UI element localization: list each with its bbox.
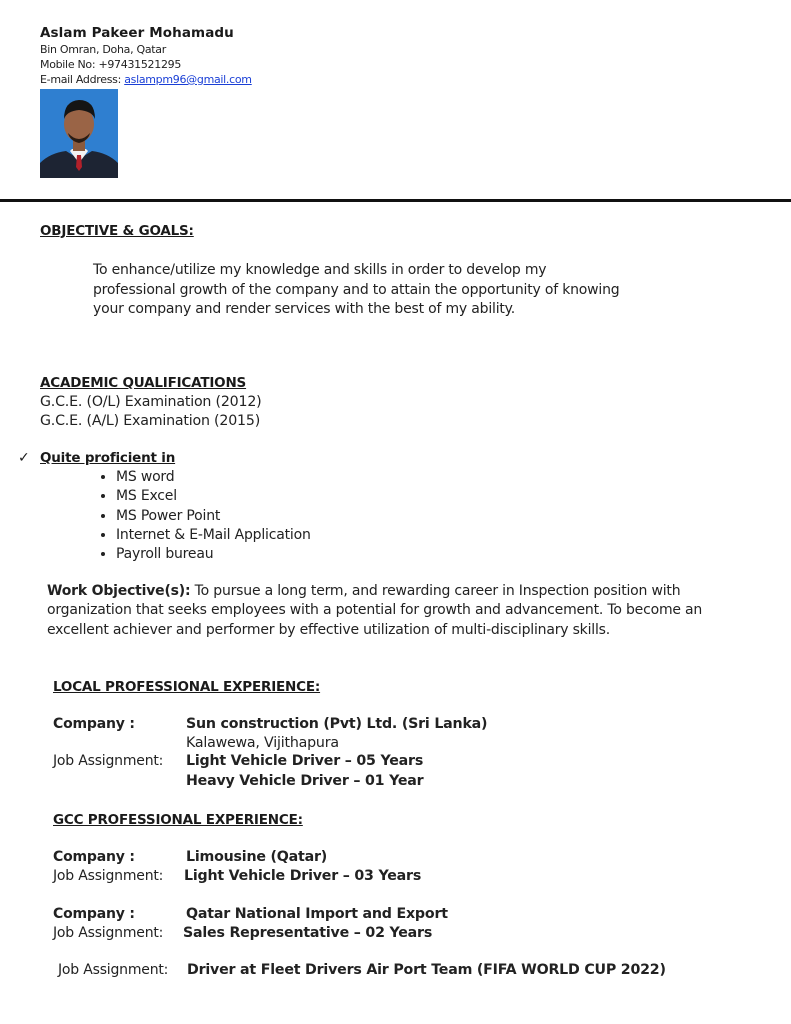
- academic-item: G.C.E. (O/L) Examination (2012): [40, 394, 262, 410]
- skill-item: • MS Power Point: [116, 507, 311, 526]
- header-divider: [0, 199, 791, 202]
- work-objective: [47, 582, 747, 640]
- address: Bin Omran, Doha, Qatar: [40, 43, 166, 56]
- company-name: Qatar National Import and Export: [186, 906, 448, 922]
- checkmark-icon: ✓: [18, 450, 30, 466]
- job-assignment: Sales Representative – 02 Years: [183, 925, 433, 941]
- job-assignment: Heavy Vehicle Driver – 01 Year: [186, 773, 424, 789]
- objective-text: [93, 261, 619, 320]
- job-assignment-label: Job Assignment:: [53, 753, 164, 769]
- company-name: Limousine (Qatar): [186, 849, 328, 865]
- objective-line: To enhance/utilize my knowledge and skills in order to develop my: [93, 262, 547, 278]
- objective-heading: OBJECTIVE & GOALS:: [40, 223, 194, 239]
- job-assignment-label: Job Assignment:: [53, 868, 164, 884]
- job-assignment: Light Vehicle Driver – 03 Years: [184, 868, 422, 884]
- skills-heading: Quite proficient in: [40, 450, 176, 466]
- objective-line: professional growth of the company and to attain the opportunity of knowing: [93, 281, 620, 298]
- skill-item: • Internet & E-Mail Application: [116, 526, 311, 545]
- candidate-name: Aslam Pakeer Mohamadu: [40, 25, 234, 41]
- skill-item: • MS word: [116, 468, 311, 487]
- email-label: E-mail Address:: [40, 73, 125, 86]
- skill-item: • MS Excel: [116, 487, 311, 506]
- company-location: Kalawewa, Vijithapura: [186, 735, 339, 751]
- person-portrait-icon: [40, 89, 118, 178]
- skill-item: • Payroll bureau: [116, 545, 311, 564]
- objective-line: your company and render services with the best of my ability.: [93, 301, 516, 317]
- academic-heading: ACADEMIC QUALIFICATIONS: [40, 375, 247, 391]
- company-label: Company :: [53, 906, 135, 922]
- company-label: Company :: [53, 716, 135, 732]
- job-assignment-label: Job Assignment:: [58, 962, 169, 978]
- gcc-experience-heading: GCC PROFESSIONAL EXPERIENCE:: [53, 812, 303, 828]
- job-assignment: Driver at Fleet Drivers Air Port Team (FIFA WORLD CUP 2022): [187, 962, 666, 978]
- email-line: [40, 73, 252, 86]
- job-assignment: Light Vehicle Driver – 05 Years: [186, 753, 424, 769]
- mobile-number: Mobile No: +97431521295: [40, 58, 182, 71]
- company-label: Company :: [53, 849, 135, 865]
- email-link[interactable]: aslampm96@gmail.com: [124, 73, 252, 86]
- company-name: Sun construction (Pvt) Ltd. (Sri Lanka): [186, 716, 488, 732]
- work-objective-text: To pursue a long term, and rewarding career in Inspection position with organization that seeks employees with a potential for growth and advancement. To become an excellent achiever and performer by effective utilization of multi-disciplinary skills.: [47, 583, 703, 638]
- work-objective-label: Work Objective(s):: [47, 583, 191, 599]
- academic-item: G.C.E. (A/L) Examination (2015): [40, 413, 261, 429]
- job-assignment-label: Job Assignment:: [53, 925, 164, 941]
- profile-photo: [40, 89, 118, 178]
- local-experience-heading: LOCAL PROFESSIONAL EXPERIENCE:: [53, 679, 321, 695]
- skills-list: [92, 468, 311, 564]
